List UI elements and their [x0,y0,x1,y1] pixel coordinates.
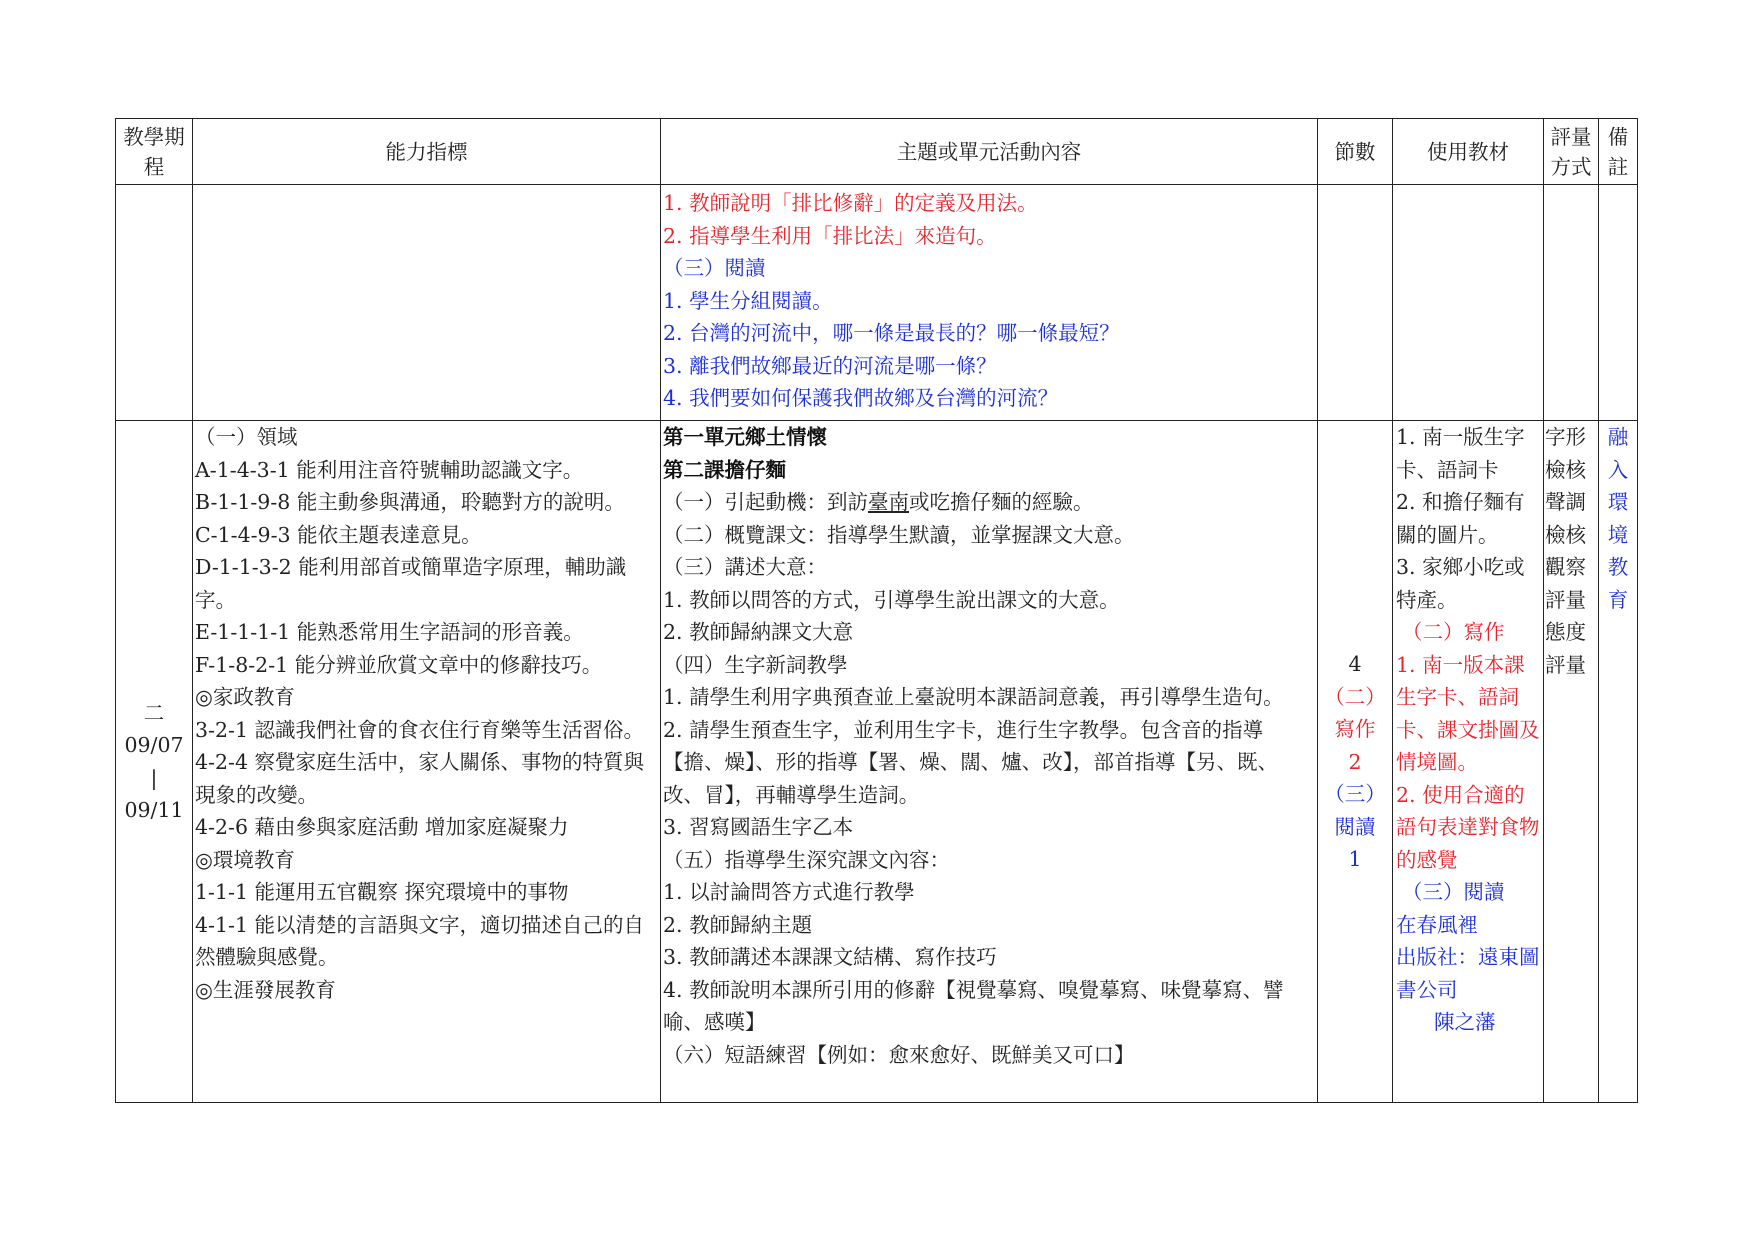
content-line: 1. 學生分組閱讀。 [663,288,833,313]
header-assessment: 評量方式 [1544,119,1599,185]
content-text: （一）引起動機：到訪 [663,490,868,514]
row1-notes-cell [1599,185,1638,421]
content-line: 1. 以討論問答方式進行教學 [663,880,915,904]
content-line: 1. 教師說明「排比修辭」的定義及用法。 [663,191,1038,215]
content-line: 4. 我們要如何保護我們故鄉及台灣的河流？ [663,386,1059,410]
assessment-item: 態度評量 [1545,620,1586,677]
lesson-plan-table [115,118,1638,1103]
sessions-cell [1318,421,1393,1103]
materials-cell [1393,421,1544,1103]
content-line: 2. 請學生預查生字，並利用生字卡，進行生字教學。包含音的指導【擔、燥】、形的指導【署、燥、闊、爐、改】，部首指導【另、既、改、冒】，再輔導學生造詞。 [663,717,1278,807]
header-materials: 使用教材 [1393,119,1544,185]
sessions-reading-label: （三）閱讀 [1324,782,1386,839]
ability-line: ◎生涯發展教育 [195,977,336,1002]
notes-text: 融入環境教育 [1607,425,1629,612]
ability-line: 4-1-1 能以清楚的言語與文字，適切描述自己的自然體驗與感覺。 [195,912,644,969]
row1-ability-cell [193,185,661,421]
lesson-title: 第二課擔仔麵 [663,457,786,482]
ability-line: E-1-1-1-1 能熟悉常用生字語詞的形音義。 [195,620,584,644]
content-cell [661,421,1318,1103]
ability-line: 4-2-4 察覺家庭生活中，家人關係、事物的特質與現象的改變。 [195,750,644,807]
ability-line: ◎環境教育 [195,847,295,872]
table-row-continued [116,185,1638,421]
content-line: （五）指導學生深究課文內容： [663,847,950,872]
ability-line: D-1-1-3-2 能利用部首或簡單造字原理，輔助識字。 [195,555,627,612]
assessment-item: 聲調檢核 [1545,490,1586,547]
header-notes: 備註 [1599,119,1638,185]
ability-line: F-1-8-2-1 能分辨並欣賞文章中的修辭技巧。 [195,652,603,677]
assessment-item: 字形檢核 [1545,425,1586,482]
header-ability: 能力指標 [193,119,661,185]
ability-line: C-1-4-9-3 能依主題表達意見。 [195,522,482,547]
content-line: 1. 教師以問答的方式，引導學生說出課文的大意。 [663,587,1120,612]
content-line: （四）生字新詞教學 [663,652,848,677]
content-line: 4. 教師說明本課所引用的修辭【視覺摹寫、嗅覺摹寫、味覺摹寫、譬喻、感嘆】 [663,977,1284,1034]
content-line: 2. 指導學生利用「排比法」來造句。 [663,223,997,248]
sessions-reading: 1 [1348,847,1362,871]
period-week: 二 [143,700,165,725]
row1-sessions-cell [1318,185,1393,421]
ability-line: 4-2-6 藉由參與家庭活動 增加家庭凝聚力 [195,815,569,839]
sessions-total: 4 [1348,652,1362,676]
content-line: 3. 教師講述本課課文結構、寫作技巧 [663,945,997,969]
materials-author: 陳之藩 [1434,1010,1496,1034]
content-line: （三）閱讀 [663,256,766,280]
ability-line: B-1-1-9-8 能主動參與溝通，聆聽對方的說明。 [195,490,625,514]
header-sessions: 節數 [1318,119,1393,185]
row1-period-cell [116,185,193,421]
ability-line: A-1-4-3-1 能利用注音符號輔助認識文字。 [195,457,584,482]
ability-line: （一）領域 [195,425,298,449]
sessions-writing-label: （二）寫作 [1324,684,1386,741]
notes-cell [1599,421,1638,1103]
content-line [663,486,1315,519]
period-end: 09/11 [124,798,184,822]
materials-line: 出版社：遠東圖書公司 [1396,945,1540,1002]
materials-line: 1. 南一版本課生字卡、語詞卡、課文掛圖及情境圖。 [1396,652,1540,774]
content-line: 3. 習寫國語生字乙本 [663,815,854,839]
materials-line: 2. 使用合適的語句表達對食物的感覺 [1396,782,1540,872]
content-line: （二）概覽課文：指導學生默讀，並掌握課文大意。 [663,522,1135,547]
content-line: 1. 請學生利用字典預查並上臺說明本課語詞意義，再引導學生造句。 [663,685,1284,709]
sessions-writing: 2 [1348,749,1362,774]
materials-line: （三）閱讀 [1402,880,1505,904]
content-line: 2. 教師歸納課文大意 [663,620,854,644]
content-line: （三）講述大意： [663,555,827,579]
header-content: 主題或單元活動內容 [661,119,1318,185]
row1-content-cell [661,185,1318,421]
header-period: 教學期程 [116,119,193,185]
period-start: 09/07 [124,733,184,757]
ability-line: 1-1-1 能運用五官觀察 探究環境中的事物 [195,880,569,904]
header-row [116,119,1638,185]
ability-line: ◎家政教育 [195,685,295,709]
row1-materials-cell [1393,185,1544,421]
materials-line: 2. 和擔仔麵有關的圖片。 [1396,490,1525,547]
assessment-item: 觀察評量 [1545,555,1586,612]
assessment-cell [1544,421,1599,1103]
content-line: 3. 離我們故鄉最近的河流是哪一條？ [663,353,997,378]
table-row-week2 [116,421,1638,1103]
row1-assessment-cell [1544,185,1599,421]
period-cell [116,421,193,1103]
ability-cell [193,421,661,1103]
period-separator: | [150,765,158,790]
materials-line: 1. 南一版生字卡、語詞卡 [1396,425,1525,482]
materials-line: （二）寫作 [1402,620,1505,644]
content-line: 2. 台灣的河流中，哪一條是最長的？哪一條最短？ [663,321,1120,345]
ability-line: 3-2-1 認識我們社會的食衣住行育樂等生活習俗。 [195,717,644,742]
unit-title: 第一單元鄉土情懷 [663,425,827,449]
materials-line: 3. 家鄉小吃或特產。 [1396,555,1525,612]
materials-line: 在春風裡 [1396,912,1478,937]
content-text: 或吃擔仔麵的經驗。 [909,490,1094,514]
place-name: 臺南 [868,490,909,514]
content-line: 2. 教師歸納主題 [663,912,813,937]
content-line: （六）短語練習【例如：愈來愈好、既鮮美又可口】 [663,1042,1135,1067]
